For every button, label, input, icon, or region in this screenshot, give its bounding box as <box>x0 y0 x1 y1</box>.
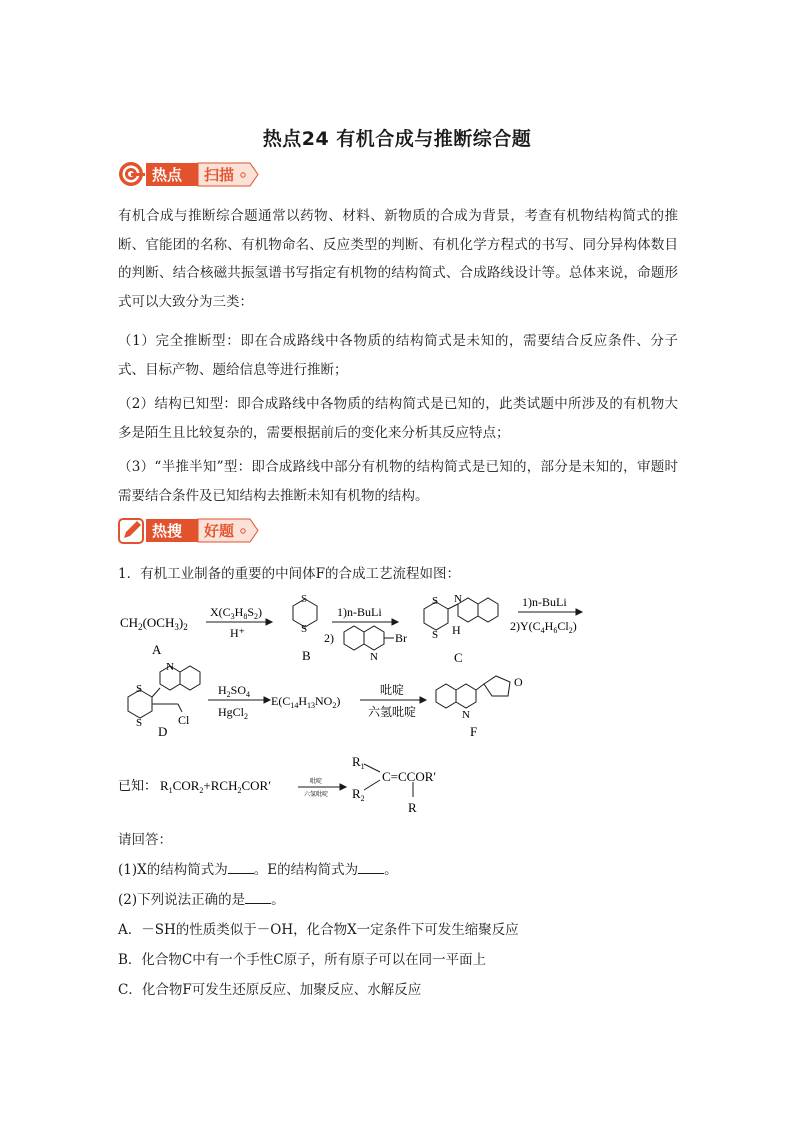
arrow3-bottom-g: ) <box>572 619 577 633</box>
q1-blank-x[interactable] <box>228 861 254 874</box>
intro-item3: （3）“半推半知”型：即合成路线中部分有机物的结构简式是已知的，部分是未知的，审题时需要结合条件及已知结构去推断未知有机物的结构。 <box>118 459 678 504</box>
D-N: N <box>166 661 174 673</box>
A-formula-c: (OCH <box>142 615 175 630</box>
intro-item2: （2）结构已知型：即合成路线中各物质的结构简式是已知的，此类试题中所涉及的有机物大多是陌生且比较复杂的，需要根据前后的变化来分析其反应特点； <box>118 396 678 441</box>
arrow4-bottom-a: HgCl <box>218 705 245 719</box>
svg-text:R1 <box>352 754 365 771</box>
D-S-top: S <box>136 683 143 695</box>
known-label: 已知： <box>118 778 158 793</box>
C-H: H <box>452 623 461 637</box>
target-spiral-icon <box>119 162 145 186</box>
E-b: 14 <box>290 701 299 710</box>
arrow3-bottom-d: 6 <box>553 626 558 635</box>
pencil-icon <box>119 519 143 543</box>
A-formula-e: ) <box>178 615 184 630</box>
q1-part-c: 。 <box>384 862 398 878</box>
svg-text:R1COR2+RCH2COR′ <box>160 778 271 795</box>
prod-1: 1 <box>360 762 365 771</box>
E-a: E(C <box>271 694 291 708</box>
label-D: D <box>158 724 168 739</box>
arrow4-top-d: 4 <box>246 690 251 699</box>
arrow4-top-a: H <box>218 683 227 697</box>
arrow1-top-c: H <box>234 605 244 619</box>
F-N: N <box>462 709 470 721</box>
page-title: 热点24 有机合成与推断综合题 <box>262 128 532 150</box>
banner1-part1: 热点 <box>152 166 183 184</box>
F-O: O <box>514 675 523 689</box>
banner2-part1: 热搜 <box>152 522 183 540</box>
known-e: +RCH <box>203 778 238 793</box>
arrow5-top: 吡啶 <box>380 683 405 697</box>
question-2 <box>118 888 285 908</box>
arrow1-top-b: 3 <box>230 612 235 621</box>
q2-part-a: (2)下列说法正确的是 <box>118 892 246 908</box>
q1-blank-e[interactable] <box>358 861 384 874</box>
arrow3-bottom-c: H <box>544 619 554 633</box>
prod-R-below: R <box>408 800 417 815</box>
E-f: 2 <box>332 701 337 710</box>
arrow3-bottom-b: 4 <box>540 626 545 635</box>
reagent-Br: Br <box>395 631 407 645</box>
known-arrow-top: 吡啶 <box>310 779 323 785</box>
svg-text:E(C14H13NO2) <box>271 694 340 710</box>
D-S-bottom: S <box>136 717 143 729</box>
prod-R1: R <box>352 754 361 769</box>
prod-R2: R <box>352 786 361 801</box>
A-formula-b: 2 <box>138 622 143 632</box>
known-a: R <box>160 778 169 793</box>
option-B: B．化合物C中有一个手性C原子，所有原子可以在同一平面上 <box>118 952 487 968</box>
known-arrow-bottom: 六氢吡啶 <box>304 792 329 798</box>
E-c: H <box>298 694 308 708</box>
question-stem: 1．有机工业制备的重要的中间体F的合成工艺流程如图： <box>118 566 460 582</box>
reaction-scheme <box>118 592 678 824</box>
arrow1-top-e: S <box>247 605 255 619</box>
E-d: 13 <box>307 701 316 710</box>
A-formula-a: CH <box>120 615 139 630</box>
arrow5-bottom: 六氢吡啶 <box>368 705 417 719</box>
intro-item1: （1）完全推断型：即在合成路线中各物质的结构简式是未知的，需要结合反应条件、分子式、目标产物、题给信息等进行推断； <box>118 333 678 378</box>
known-d: 2 <box>199 786 204 795</box>
E-g: ) <box>336 694 341 708</box>
known-g: COR′ <box>241 778 272 793</box>
question-1 <box>118 858 398 878</box>
arrow1-top-d: 8 <box>243 612 248 621</box>
q2-part-b: 。 <box>271 892 285 908</box>
A-formula-f: 2 <box>183 622 188 632</box>
label-A: A <box>152 642 162 657</box>
option-C: C．化合物F可发生还原反应、加聚反应、水解反应 <box>118 982 422 998</box>
reagent-N: N <box>370 651 378 663</box>
q2-blank[interactable] <box>245 891 271 904</box>
svg-text:HgCl2 <box>218 705 248 721</box>
known-f: 2 <box>237 786 242 795</box>
D-Cl: Cl <box>178 713 190 727</box>
arrow3-bottom-f: 2 <box>568 626 573 635</box>
svg-text:X(C3H8S2) <box>210 605 262 621</box>
svg-text:2)Y(C4H6Cl2) <box>510 619 577 635</box>
arrow1-top-a: X(C <box>210 605 231 619</box>
svg-text:R2 <box>352 786 365 803</box>
banner2-part2: 好题 <box>204 522 235 540</box>
label-C: C <box>454 650 463 665</box>
C-S-top: S <box>432 595 439 607</box>
q1-part-b: 。E的结构简式为 <box>253 862 359 878</box>
prod-2: 2 <box>360 794 365 803</box>
arrow4-top-b: 2 <box>226 690 231 699</box>
banner1-part2: 扫描 <box>204 166 235 184</box>
known-b: 1 <box>168 786 173 795</box>
please-answer: 请回答： <box>118 832 172 848</box>
label-F: F <box>470 724 478 739</box>
label-B: B <box>302 648 311 663</box>
arrow3-top: 1)n-BuLi <box>522 595 567 609</box>
step2-top: 1)n-BuLi <box>337 605 382 619</box>
q1-part-a: (1)X的结构简式为 <box>118 862 228 878</box>
step2-bottom: 2) <box>324 631 334 645</box>
section-banner-hot-search <box>118 516 268 546</box>
intro-lead: 有机合成与推断综合题通常以药物、材料、新物质的合成为背景，考查有机物结构简式的推断、官能团的名称、有机物命名、反应类型的判断、有机化学方程式的书写、同分异构体数目的判断、结合核磁共振氢谱书写指定有机物的结构简式、合成路线设计等。总体来说，命题形式可以大致分为三类： <box>118 208 678 310</box>
arrow1-bottom: H⁺ <box>230 626 245 640</box>
svg-text:H2SO4 <box>218 683 250 699</box>
C-S-bottom: S <box>432 629 439 641</box>
arrow4-top-c: SO <box>230 683 247 697</box>
known-c: COR <box>172 778 200 793</box>
A-formula-d: 3 <box>174 622 179 632</box>
E-e: NO <box>315 694 333 708</box>
arrow3-bottom-e: Cl <box>557 619 569 633</box>
arrow1-top-f: 2 <box>254 612 259 621</box>
B-S-top: S <box>301 593 308 605</box>
prod-main: C=CCOR′ <box>382 769 437 784</box>
arrow1-top-g: ) <box>258 605 263 619</box>
C-N: N <box>454 593 462 605</box>
section-banner-hotspot-scan <box>118 160 268 190</box>
B-S-bottom: S <box>301 623 308 635</box>
option-A: A．－SH的性质类似于－OH，化合物X一定条件下可发生缩聚反应 <box>118 922 519 938</box>
arrow3-bottom-a: 2)Y(C <box>510 619 541 633</box>
svg-text:CH2(OCH3)2 <box>120 615 188 632</box>
arrow4-bottom-b: 2 <box>244 712 249 721</box>
